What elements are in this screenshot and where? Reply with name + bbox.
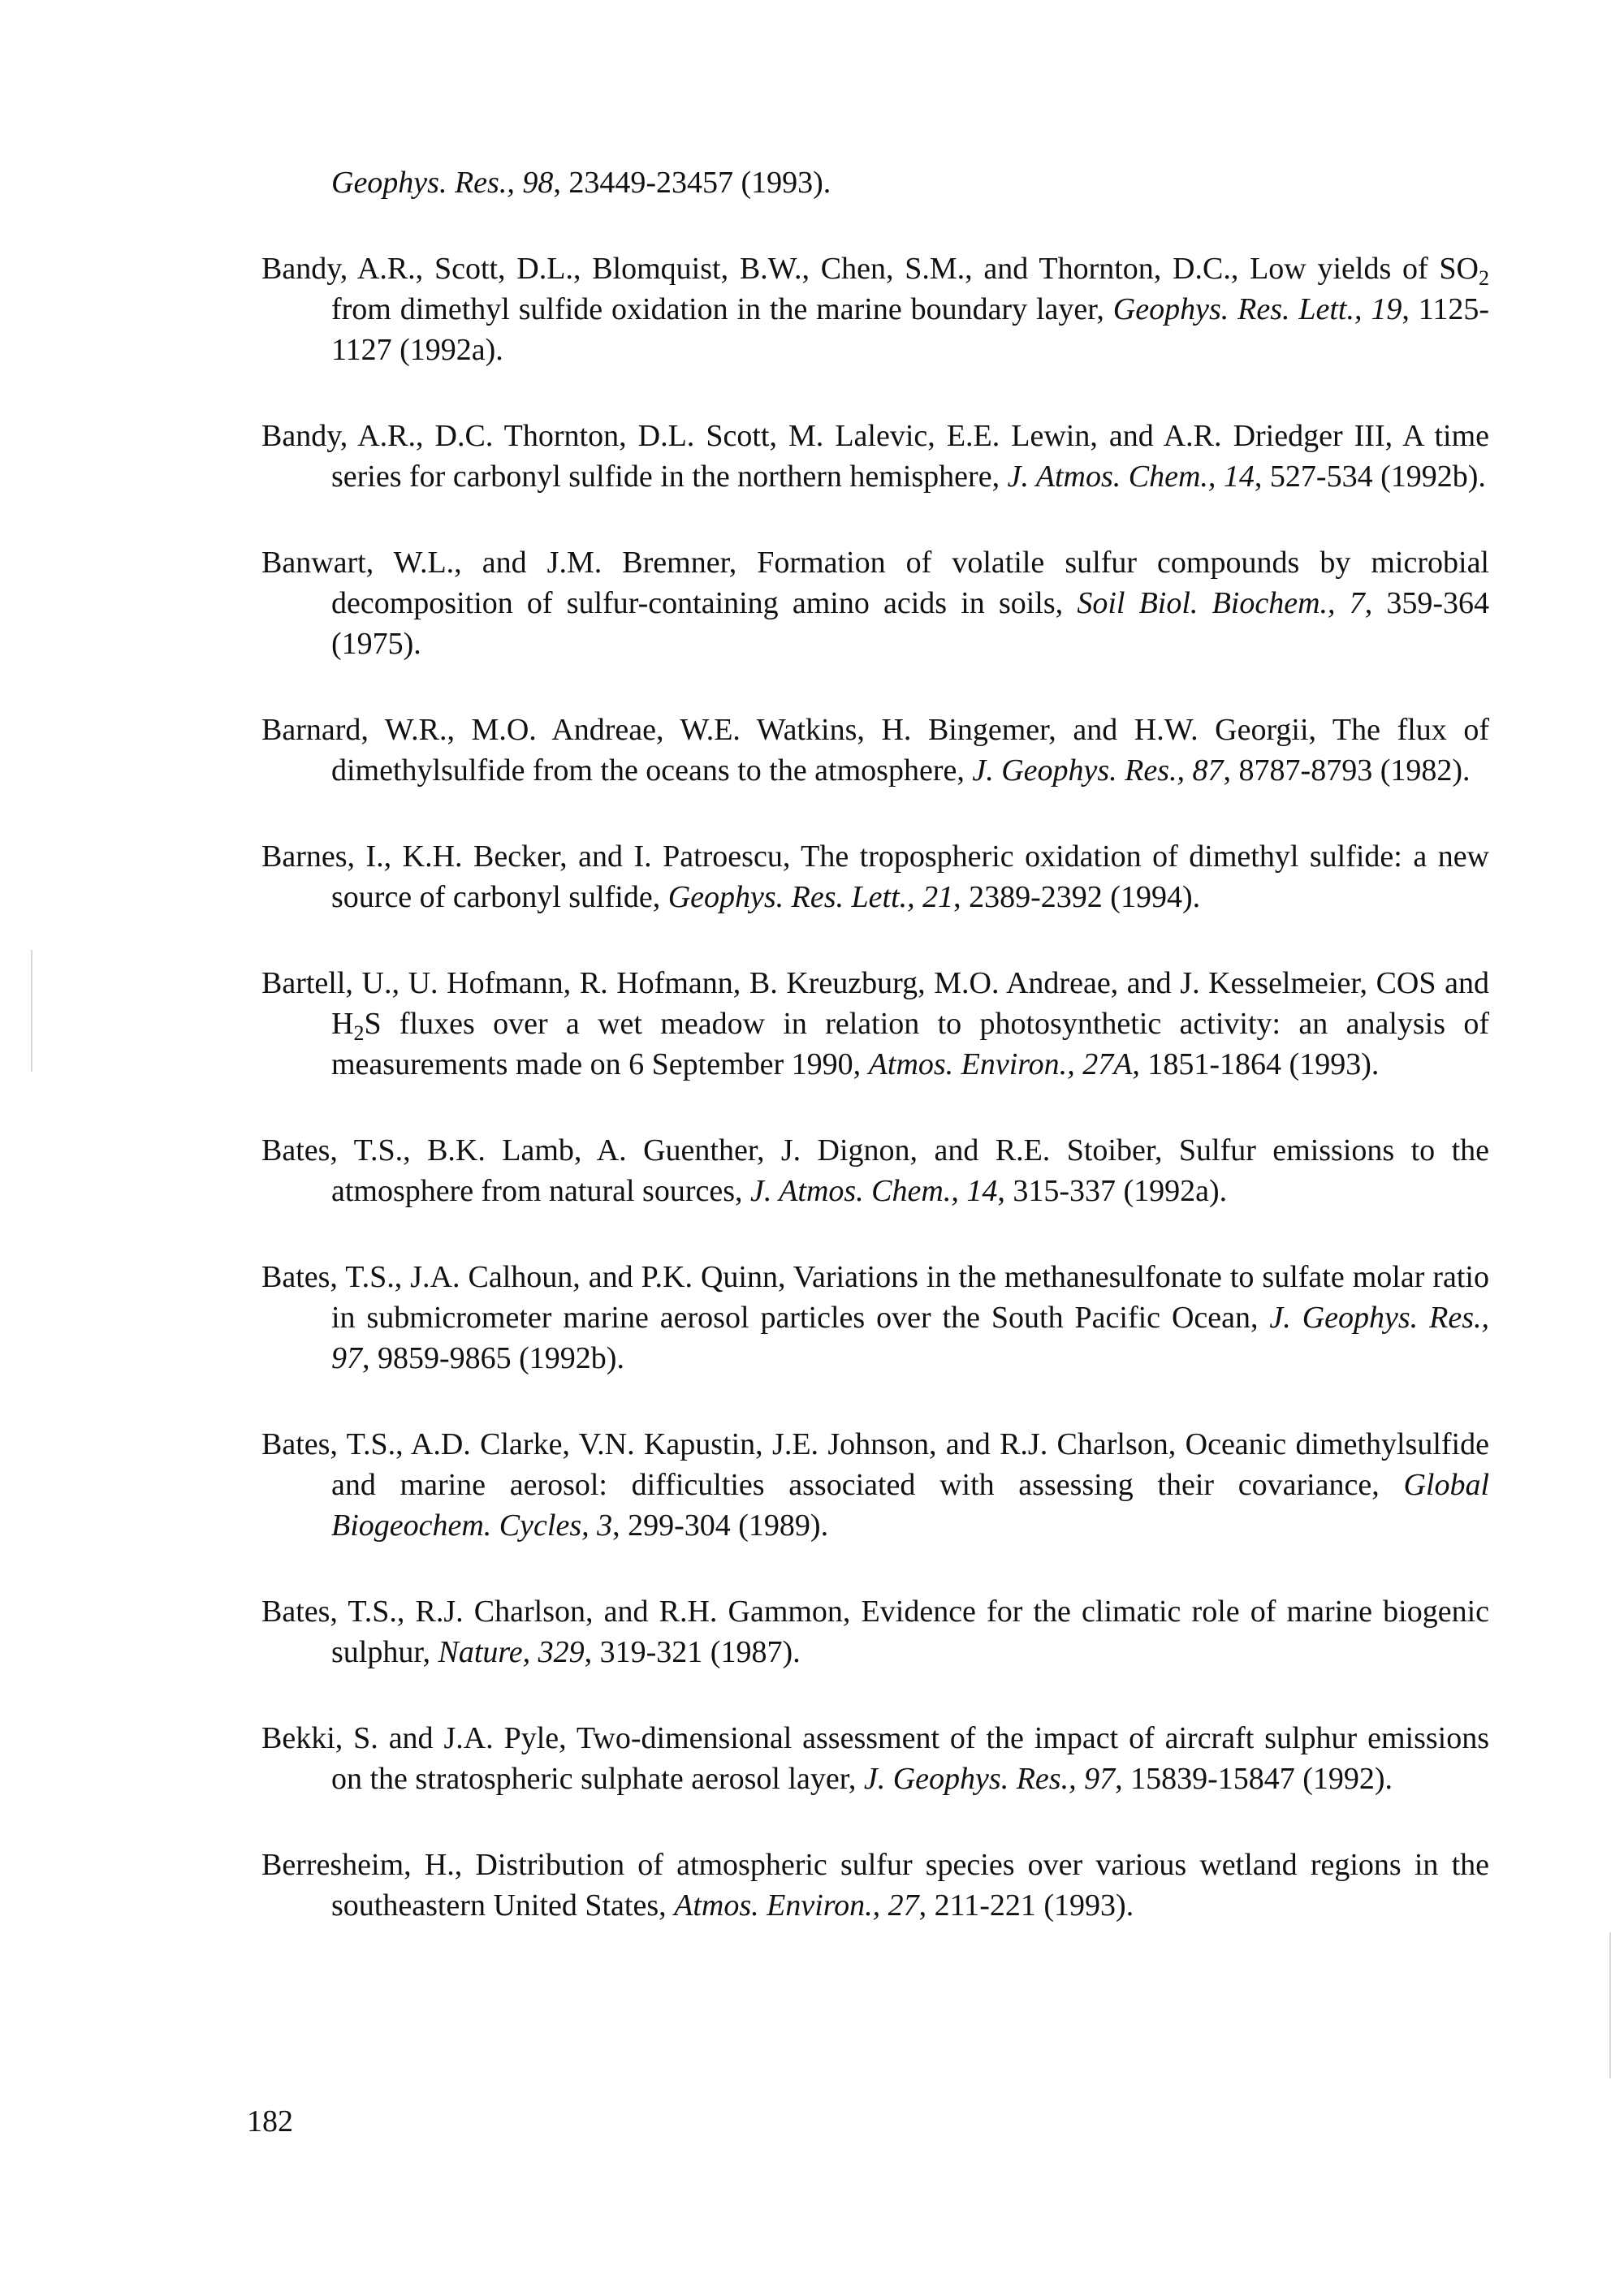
volume-number: 97: [1084, 1762, 1116, 1796]
volume-number: 7: [1349, 586, 1365, 620]
reference-entry: Bates, T.S., A.D. Clarke, V.N. Kapustin, J.E. Johnson, and R.J. Charlson, Oceanic dimethylsulfide and marine aerosol: difficulties associated with assessing their covariance, Global Biogeochem. Cycles, 3, 299-304 (1989).: [261, 1427, 1489, 1543]
reference-entry: Barnes, I., K.H. Becker, and I. Patroescu, The tropospheric oxidation of dimethyl sulfide: a new source of carbonyl sulfide, Geophys. Res. Lett., 21, 2389-2392 (1994).: [261, 839, 1489, 914]
journal-name: Soil Biol. Biochem.: [1077, 586, 1328, 620]
reference-pages: , 8787-8793 (1982).: [1223, 753, 1471, 788]
reference-text: Barnard, W.R., M.O. Andreae, W.E. Watkins, H. Bingemer, and H.W. Georgii, The flux of dimethylsulfide from the oceans to the atmosphere,: [261, 713, 1489, 788]
volume-number: 27A: [1082, 1047, 1133, 1081]
journal-name: Nature: [438, 1635, 523, 1669]
reference-pages: , 2389-2392 (1994).: [953, 880, 1201, 914]
reference-pages: , 1125-1127 (1992a).: [331, 292, 1490, 367]
journal-name: Atmos. Environ.: [868, 1047, 1068, 1081]
reference-list: [261, 162, 1489, 1971]
subscript: 2: [1479, 266, 1489, 290]
reference-entry: Barnard, W.R., M.O. Andreae, W.E. Watkins, H. Bingemer, and H.W. Georgii, The flux of dimethylsulfide from the oceans to the atmosphere, J. Geophys. Res., 87, 8787-8793 (1982).: [261, 713, 1489, 788]
reference-entry: Bekki, S. and J.A. Pyle, Two-dimensional assessment of the impact of aircraft sulphur emissions on the stratospheric sulphate aerosol layer, J. Geophys. Res., 97, 15839-15847 (1992).: [261, 1721, 1489, 1796]
reference-text: Bates, T.S., J.A. Calhoun, and P.K. Quinn, Variations in the methanesulfonate to sulfate molar ratio in submicrometer marine aerosol particles over the South Pacific Ocean,: [261, 1260, 1489, 1335]
reference-entry: Bates, T.S., J.A. Calhoun, and P.K. Quinn, Variations in the methanesulfonate to sulfate molar ratio in submicrometer marine aerosol particles over the South Pacific Ocean, J. Geophys. Res., 97, 9859-9865 (1992b).: [261, 1260, 1489, 1375]
reference-entry: Bandy, A.R., Scott, D.L., Blomquist, B.W., Chen, S.M., and Thornton, D.C., Low yields of $SO_2$ from dimethyl sulfide oxidation in the marine boundary layer, Geophys. Res. Lett., 19, 1125-1127 (1992a).: [261, 252, 1490, 367]
journal-name: Geophys. Res. Lett.: [1112, 292, 1354, 326]
volume-number: 3: [597, 1508, 613, 1543]
left-margin-mark: [31, 950, 32, 1072]
reference-text: Bekki, S. and J.A. Pyle, Two-dimensional assessment of the impact of aircraft sulphur emissions on the stratospheric sulphate aerosol layer,: [261, 1721, 1489, 1796]
volume-number: 97: [331, 1341, 362, 1375]
volume-number: 329: [538, 1635, 585, 1669]
volume-number: 98: [522, 166, 554, 200]
reference-text: Bandy, A.R., Scott, D.L., Blomquist, B.W., Chen, S.M., and Thornton, D.C., Low yields of SO: [261, 252, 1479, 286]
reference-pages: , 527-534 (1992b).: [1254, 460, 1486, 494]
journal-name: J. Geophys. Res.: [1269, 1301, 1482, 1335]
volume-number: 19: [1371, 292, 1402, 326]
reference-entry: Geophys. Res., 98, 23449-23457 (1993).: [331, 166, 831, 200]
reference-pages: , 211-221 (1993).: [918, 1888, 1134, 1923]
reference-entry: Bandy, A.R., D.C. Thornton, D.L. Scott, M. Lalevic, E.E. Lewin, and A.R. Driedger III, A time series for carbonyl sulfide in the northern hemisphere, J. Atmos. Chem., 14, 527-534 (1992b).: [261, 419, 1489, 494]
reference-text: Bates, T.S., A.D. Clarke, V.N. Kapustin, J.E. Johnson, and R.J. Charlson, Oceanic dimethylsulfide and marine aerosol: difficulties associated with assessing their covariance,: [261, 1427, 1489, 1502]
reference-pages: , 15839-15847 (1992).: [1115, 1762, 1393, 1796]
reference-text: Bates, T.S., R.J. Charlson, and R.H. Gammon, Evidence for the climatic role of marine biogenic sulphur,: [261, 1595, 1489, 1669]
subscript: 2: [353, 1021, 365, 1045]
reference-pages: , 359-364 (1975).: [331, 586, 1490, 661]
volume-number: 21: [922, 880, 954, 914]
reference-entry: Bartell, U., U. Hofmann, R. Hofmann, B. Kreuzburg, M.O. Andreae, and J. Kesselmeier, COS and $H_2S$ fluxes over a wet meadow in relation to photosynthetic activity: an analysis of measurements made on 6 September 1990, Atmos. Environ., 27A, 1851-1864 (1993).: [261, 966, 1489, 1081]
reference-pages: , 1851-1864 (1993).: [1132, 1047, 1380, 1081]
volume-number: 27: [888, 1888, 919, 1923]
reference-pages: , 299-304 (1989).: [612, 1508, 829, 1543]
journal-name: Global Biogeochem. Cycles: [331, 1468, 1489, 1543]
reference-entry: Bates, T.S., R.J. Charlson, and R.H. Gammon, Evidence for the climatic role of marine biogenic sulphur, Nature, 329, 319-321 (1987).: [261, 1595, 1489, 1669]
journal-name: J. Atmos. Chem.: [1007, 460, 1208, 494]
reference-text: Banwart, W.L., and J.M. Bremner, Formation of volatile sulfur compounds by microbial decomposition of sulfur-containing amino acids in soils,: [261, 546, 1489, 620]
reference-pages: , 9859-9865 (1992b).: [362, 1341, 624, 1375]
volume-number: 14: [966, 1174, 998, 1208]
right-margin-mark: [1609, 1932, 1611, 2078]
reference-text: Bandy, A.R., D.C. Thornton, D.L. Scott, M. Lalevic, E.E. Lewin, and A.R. Driedger III, A time series for carbonyl sulfide in the northern hemisphere,: [261, 419, 1489, 494]
reference-text: Bartell, U., U. Hofmann, R. Hofmann, B. Kreuzburg, M.O. Andreae, and J. Kesselmeier, COS and H: [261, 966, 1489, 1041]
reference-entry: Bates, T.S., B.K. Lamb, A. Guenther, J. Dignon, and R.E. Stoiber, Sulfur emissions to the atmosphere from natural sources, J. Atmos. Chem., 14, 315-337 (1992a).: [261, 1133, 1489, 1208]
journal-name: Geophys. Res.: [331, 166, 508, 200]
reference-text: Barnes, I., K.H. Becker, and I. Patroescu, The tropospheric oxidation of dimethyl sulfide: a new source of carbonyl sulfide,: [261, 839, 1489, 914]
reference-entry: Banwart, W.L., and J.M. Bremner, Formation of volatile sulfur compounds by microbial decomposition of sulfur-containing amino acids in soils, Soil Biol. Biochem., 7, 359-364 (1975).: [261, 546, 1490, 661]
reference-text-continued: S fluxes over a wet meadow in relation to photosynthetic activity: an analysis of measurements made on 6 September 1990,: [331, 1007, 1489, 1081]
reference-text: Bates, T.S., B.K. Lamb, A. Guenther, J. Dignon, and R.E. Stoiber, Sulfur emissions to the atmosphere from natural sources,: [261, 1133, 1489, 1208]
journal-name: Geophys. Res. Lett.: [667, 880, 908, 914]
volume-number: 87: [1192, 753, 1224, 788]
volume-number: 14: [1223, 460, 1255, 494]
page-number: 182: [247, 2104, 293, 2138]
journal-name: Atmos. Environ.: [674, 1888, 873, 1923]
reference-text: Berresheim, H., Distribution of atmospheric sulfur species over various wetland regions in the southeastern United States,: [261, 1848, 1489, 1923]
reference-entry: Berresheim, H., Distribution of atmospheric sulfur species over various wetland regions in the southeastern United States, Atmos. Environ., 27, 211-221 (1993).: [261, 1848, 1489, 1923]
journal-name: J. Geophys. Res.: [863, 1762, 1069, 1796]
journal-name: J. Geophys. Res.: [972, 753, 1177, 788]
reference-text-continued: from dimethyl sulfide oxidation in the marine boundary layer,: [331, 292, 1113, 326]
reference-pages: , 319-321 (1987).: [584, 1635, 801, 1669]
reference-pages: , 315-337 (1992a).: [997, 1174, 1228, 1208]
journal-name: J. Atmos. Chem.: [750, 1174, 952, 1208]
reference-pages: , 23449-23457 (1993).: [553, 166, 831, 200]
